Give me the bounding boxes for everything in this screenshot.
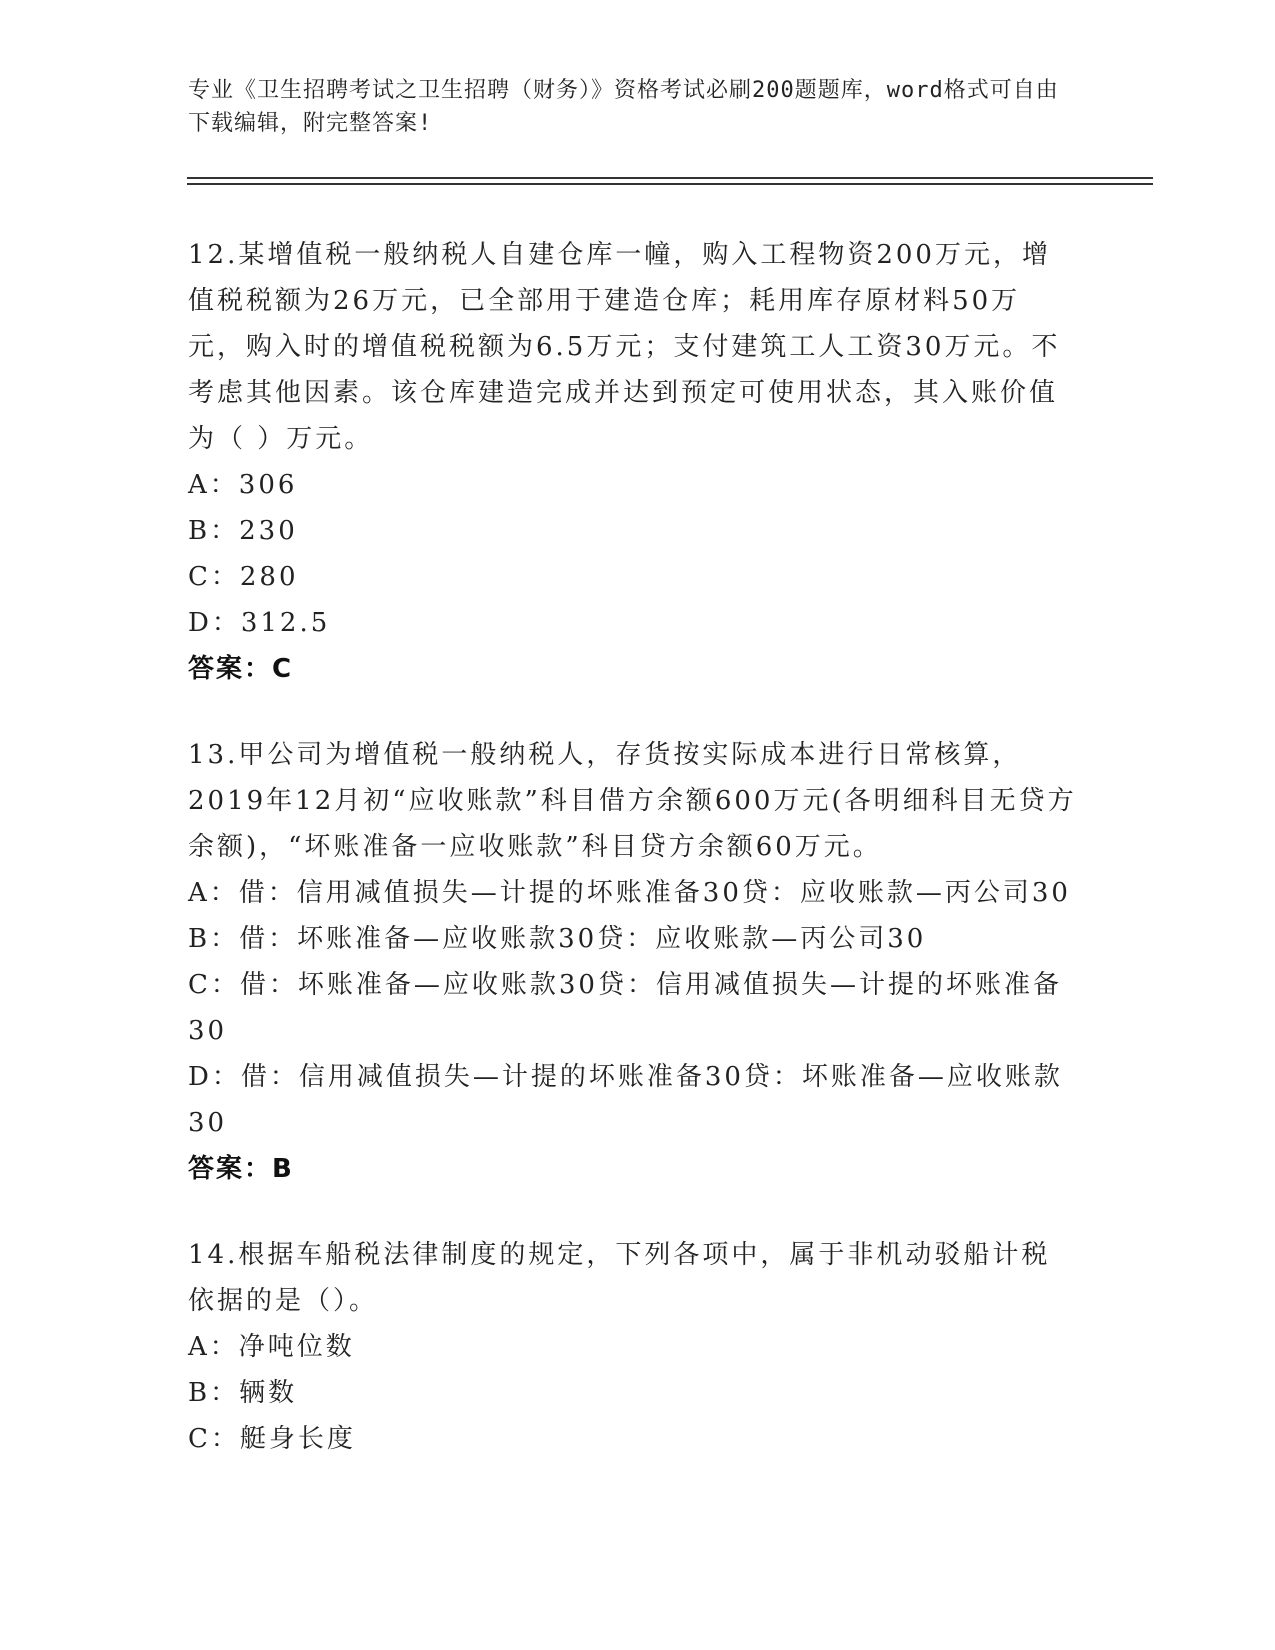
option-d: D：312.5 xyxy=(188,608,331,638)
question-text: 12.某增值税一般纳税人自建仓库一幢，购入工程物资200万元，增值税税额为26万元，已全部用于建造仓库；耗用库存原材料50万元，购入时的增值税税额为6.5万元；支付建筑工人工资30万元。不考虑其他因素。该仓库建造完成并达到预定可使用状态，其入账价值为（ ）万元。 xyxy=(188,240,1061,454)
answer-label: 答案：C xyxy=(188,654,294,684)
question-text: 14.根据车船税法律制度的规定，下列各项中，属于非机动驳船计税依据的是（）。 xyxy=(188,1240,1051,1316)
option-a: A：306 xyxy=(188,470,298,500)
header-divider-bottom xyxy=(187,183,1153,185)
question-12 xyxy=(188,232,1078,692)
option-a: A：借：信用减值损失—计提的坏账准备30贷：应收账款—丙公司30 xyxy=(188,878,1071,908)
option-d: D：借：信用减值损失—计提的坏账准备30贷：坏账准备—应收账款30 xyxy=(188,1062,1063,1138)
option-c: C：艇身长度 xyxy=(188,1424,356,1454)
option-c: C：280 xyxy=(188,562,299,592)
option-b: B：230 xyxy=(188,516,298,546)
header-divider-top xyxy=(187,177,1153,179)
question-text: 13.甲公司为增值税一般纳税人，存货按实际成本进行日常核算，2019年12月初“应收账款”科目借方余额600万元(各明细科目无贷方余额)，“坏账准备一应收账款”科目贷方余额60万元。 xyxy=(188,740,1077,862)
option-b: B：辆数 xyxy=(188,1378,298,1408)
option-c: C：借：坏账准备—应收账款30贷：信用减值损失—计提的坏账准备30 xyxy=(188,970,1062,1046)
question-13 xyxy=(188,732,1078,1192)
option-b: B：借：坏账准备—应收账款30贷：应收账款—丙公司30 xyxy=(188,924,927,954)
question-14 xyxy=(188,1232,1078,1462)
answer-label: 答案：B xyxy=(188,1154,294,1184)
document-header: 专业《卫生招聘考试之卫生招聘（财务）》资格考试必刷200题题库，word格式可自由下载编辑，附完整答案! xyxy=(188,78,1059,136)
question-list xyxy=(188,232,1078,1502)
option-a: A：净吨位数 xyxy=(188,1332,355,1362)
